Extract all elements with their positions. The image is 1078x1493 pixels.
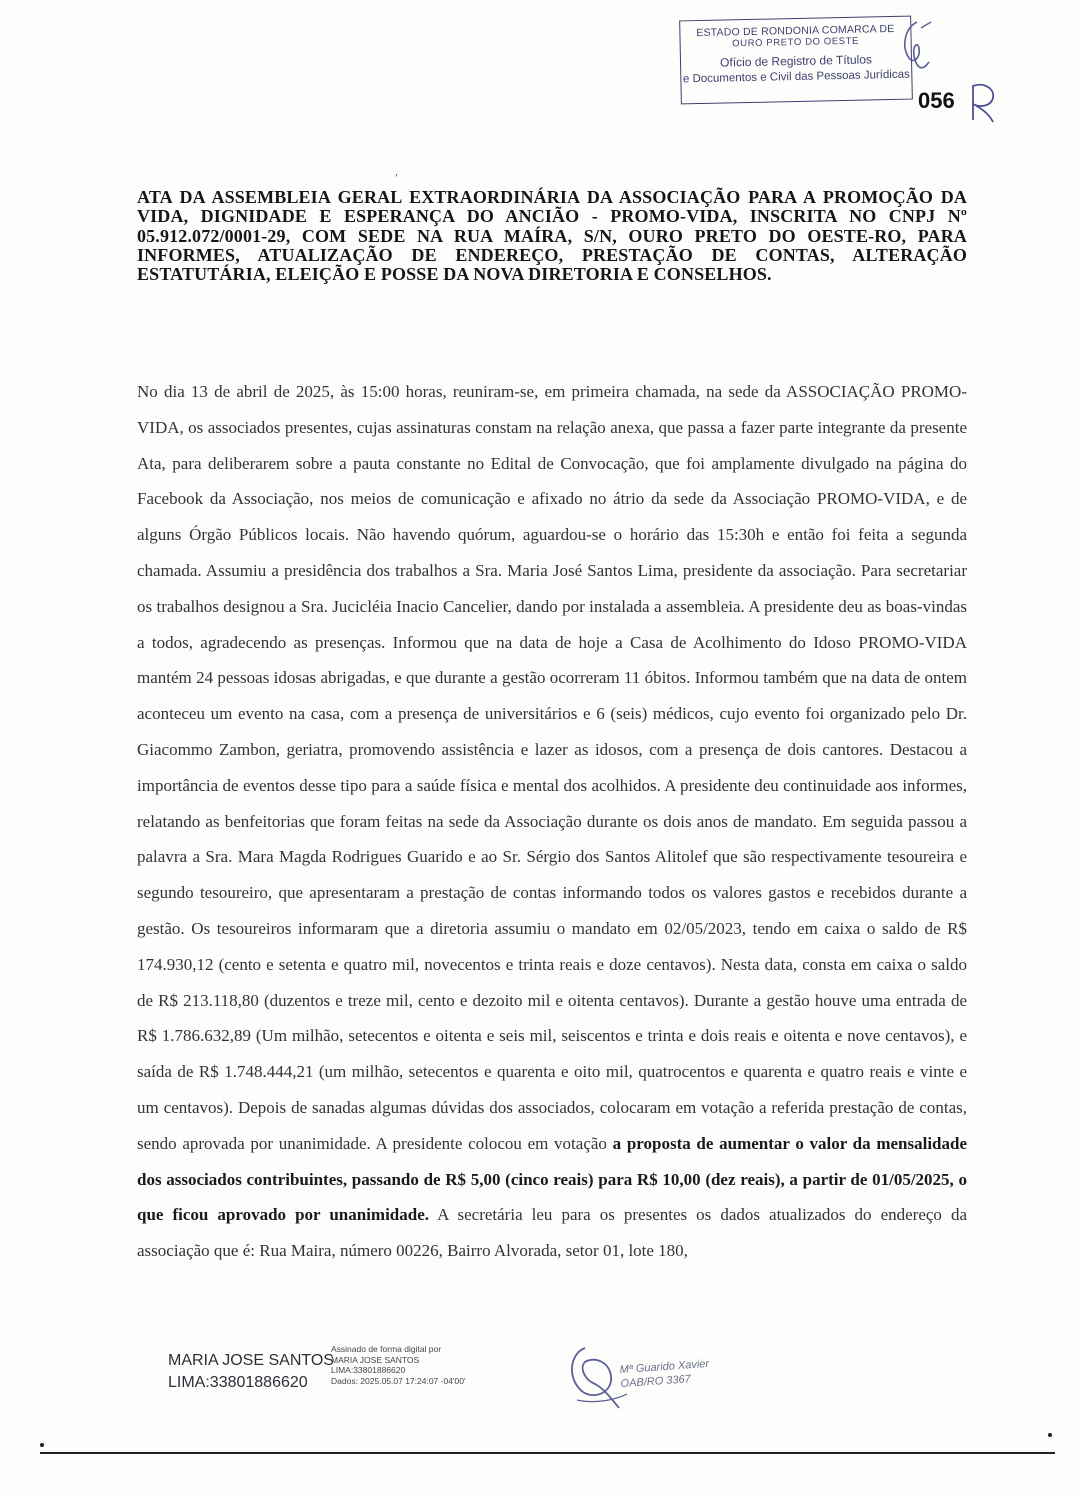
footer-line (40, 1452, 1055, 1454)
document-title: ATA DA ASSEMBLEIA GERAL EXTRAORDINÁRIA DA ASSOCIAÇÃO PARA A PROMOÇÃO DA VIDA, DIGNIDADE E ESPERANÇA DO ANCIÃO - PROMO-VIDA, INSCRITA NO CNPJ Nº 05.912.072/0001-29, COM SEDE NA RUA MAÍRA, S/N, OURO PRETO DO OESTE-RO, PARA INFORMES, ATUALIZAÇÃO DE ENDEREÇO, PRESTAÇÃO DE CONTAS, ALTERAÇÃO ESTATUTÁRIA, ELEIÇÃO E POSSE DA NOVA DIRETORIA E CONSELHOS. (137, 187, 967, 285)
minutes-body (137, 374, 967, 1269)
scan-dot (1048, 1433, 1052, 1437)
scan-dot (40, 1443, 44, 1447)
stamp-initial-signature (895, 18, 935, 78)
stamp-line-2: OURO PRETO DO OESTE (732, 35, 860, 50)
digital-signature-details (331, 1344, 466, 1386)
signer-name-line-1: MARIA JOSE SANTOS (168, 1352, 334, 1369)
body-text-part-1: No dia 13 de abril de 2025, às 15:00 horas, reuniram-se, em primeira chamada, na sede da ASSOCIAÇÃO PROMO-VIDA, os associados presentes, cujas assinaturas constam na relação anexa, que passa a fazer parte integrante da presente Ata, para deliberarem sobre a pauta constante no Edital de Convocação, que foi amplamente divulgado na página do Facebook da Associação, nos meios de comunicação e afixado no átrio da sede da Associação PROMO-VIDA, e de alguns Órgão Públicos locais. Não havendo quórum, aguardou-se o horário das 15:30h e então foi feita a segunda chamada. Assumiu a presidência dos trabalhos a Sra. Maria José Santos Lima, presidente da associação. Para secretariar os trabalhos designou a Sra. Jucicléia Inacio Cancelier, dando por instalada a assembleia. A presidente deu as boas-vindas a todos, agradecendo as presenças. Informou que na data de hoje a Casa de Acolhimento do Idoso PROMO-VIDA mantém 24 pessoas idosas abrigadas, e que durante a gestão ocorreram 11 óbitos. Informou também que na data de ontem aconteceu um evento na casa, com a presença de universitários e 6 (seis) médicos, cujo evento foi organizado pelo Dr. Giacommo Zambon, geriatra, promovendo assistência e lazer as idosos, com a presença de dois cantores. Destacou a importância de eventos desse tipo para a saúde física e mental dos acolhidos. A presidente deu continuidade aos informes, relatando as benfeitorias que foram feitas na sede da Associação durante os dois anos de mandato. Em seguida passou a palavra a Sra. Mara Magda Rodrigues Guarido e ao Sr. Sérgio dos Santos Alitolef que são respectivamente tesoureira e segundo tesoureiro, que apresentaram a prestação de contas informando todos os valores gastos e recebidos durante a gestão. Os tesoureiros informaram que a diretoria assumiu o mandato em 02/05/2023, tendo em caixa o saldo de R$ 174.930,12 (cento e setenta e quatro mil, novecentos e trinta reais e doze centavos). Nesta data, consta em caixa o saldo de R$ 213.118,80 (duzentos e treze mil, cento e dezoito mil e oitenta centavos). Durante a gestão houve uma entrada de R$ 1.786.632,89 (Um milhão, setecentos e oitenta e seis mil, seiscentos e trinta e dois reais e oitenta e nove centavos), e saída de R$ 1.748.444,21 (um milhão, setecentos e quarenta e oito mil, quatrocentos e quarenta e quatro reais e vinte e um centavos). Depois de sanadas algumas dúvidas dos associados, colocaram em votação a referida prestação de contas, sendo aprovada por unanimidade. A presidente colocou em votação (137, 382, 967, 1153)
sig-detail-3: LIMA:33801886620 (331, 1365, 406, 1375)
lawyer-name: Mª Guarido Xavier (619, 1357, 710, 1377)
sig-detail-2: MARIA JOSE SANTOS (331, 1354, 420, 1365)
body-text-part-2: A secretária leu para os presentes os dados atualizados do endereço da associação que é: Rua Maira, número 00226, Bairro Alvorada, setor 01, lote 180, (137, 1205, 968, 1261)
page-number: 056 (918, 88, 955, 113)
margin-mark: , (395, 166, 398, 178)
page-initial-signature (963, 80, 999, 126)
signer-name-line-2: LIMA:33801886620 (168, 1374, 308, 1391)
body-bold-proposal: a proposta de aumentar o valor da mensalidade dos associados contribuintes, passando de R$ 5,00 (cinco reais) para R$ 10,00 (dez reais), a partir de 01/05/2025, o que ficou aprovado por unanimidade. (137, 1133, 967, 1225)
stamp-line-4: e Documentos e Civil das Pessoas Jurídicas (682, 68, 910, 86)
stamp-line-1: ESTADO DE RONDONIA COMARCA DE (696, 22, 895, 40)
registry-stamp (679, 16, 913, 105)
digital-signature-name (168, 1350, 334, 1394)
lawyer-oab: OAB/RO 3367 (620, 1373, 692, 1391)
stamp-line-3: Ofício de Registro de Títulos (719, 52, 873, 70)
sig-detail-1: Assinado de forma digital por (331, 1344, 442, 1354)
sig-detail-4: Dados: 2025.05.07 17:24:07 -04'00' (331, 1375, 466, 1386)
